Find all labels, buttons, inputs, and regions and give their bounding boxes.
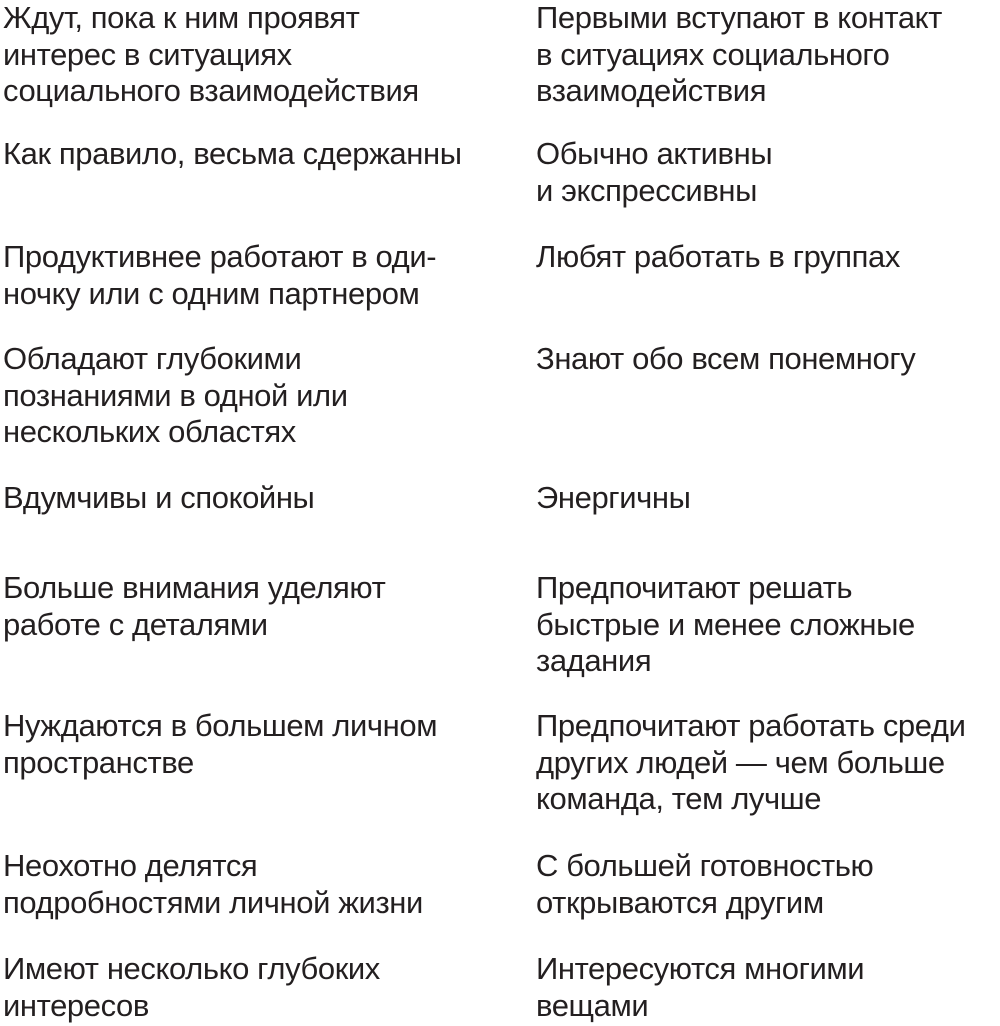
row-7-right-line-3: команда, тем лучше [536, 781, 822, 816]
row-8-left-line-2: подробностями личной жизни [3, 884, 423, 920]
row-6-left-line-1: Больше внимания уделяют [3, 570, 386, 605]
row-7-right-line-2: других людей — чем больше [536, 744, 945, 780]
row-9-left-line-1: Имеют несколько глубоких [3, 951, 380, 986]
row-7-right-line-1: Предпочитают работать среди [536, 708, 966, 743]
row-8-left-line-1: Неохотно делятся [3, 848, 258, 883]
row-5-right-line-1: Энергичны [536, 480, 691, 515]
row-7-right-cell [536, 708, 966, 818]
row-9-right-line-1: Интересуются многими [536, 951, 865, 986]
row-1-left-line-1: Ждут, пока к ним проявят [3, 0, 360, 35]
row-3-left-line-1: Продуктивнее работают в оди- [3, 239, 437, 274]
row-2-right-line-2: и экспрессивны [536, 172, 758, 208]
row-5-left-line-1: Вдумчивы и спокойны [3, 480, 315, 515]
row-1-right-line-1: Первыми вступают в контакт [536, 0, 942, 35]
row-6-left-cell [3, 570, 385, 643]
row-6-right-line-2: быстрые и менее сложные [536, 606, 915, 642]
row-2-right-line-1: Обычно активны [536, 136, 773, 171]
row-6-right-cell [536, 570, 915, 680]
row-9-left-cell [3, 951, 380, 1024]
row-4-right-line-1: Знают обо всем понемногу [536, 341, 916, 376]
row-9-left-line-2: интересов [3, 987, 149, 1023]
row-1-left-cell [3, 0, 419, 110]
row-3-left-cell [3, 239, 436, 312]
row-8-left-cell [3, 848, 423, 921]
row-1-left-line-3: социального взаимодействия [3, 73, 419, 108]
row-4-left-line-2: познаниями в одной или [3, 377, 348, 413]
row-8-right-cell [536, 848, 873, 921]
row-2-left-line-1: Как правило, весьма сдержанны [3, 136, 462, 171]
row-3-left-line-2: ночку или с одним партнером [3, 275, 420, 311]
row-3-right-line-1: Любят работать в группах [536, 239, 900, 274]
row-6-right-line-1: Предпочитают решать [536, 570, 853, 605]
row-7-left-line-2: пространстве [3, 744, 194, 780]
row-3-right-cell [536, 239, 900, 276]
row-2-right-cell [536, 136, 772, 209]
row-6-right-line-3: задания [536, 643, 652, 678]
row-5-left-cell [3, 480, 314, 517]
row-4-left-line-3: нескольких областях [3, 414, 296, 449]
row-1-right-cell [536, 0, 942, 110]
row-2-left-cell [3, 136, 462, 173]
row-1-left-line-2: интерес в ситуациях [3, 36, 292, 72]
row-4-right-cell [536, 341, 915, 378]
row-1-right-line-3: взаимодействия [536, 73, 767, 108]
row-9-right-cell [536, 951, 864, 1024]
row-1-right-line-2: в ситуациях социального [536, 36, 890, 72]
row-4-left-line-1: Обладают глубокими [3, 341, 302, 376]
row-4-left-cell [3, 341, 348, 451]
row-5-right-cell [536, 480, 690, 517]
row-8-right-line-2: открываются другим [536, 884, 824, 920]
row-7-left-cell [3, 708, 437, 781]
row-9-right-line-2: вещами [536, 987, 649, 1023]
row-6-left-line-2: работе с деталями [3, 606, 268, 642]
row-8-right-line-1: С большей готовностью [536, 848, 874, 883]
row-7-left-line-1: Нуждаются в большем личном [3, 708, 438, 743]
